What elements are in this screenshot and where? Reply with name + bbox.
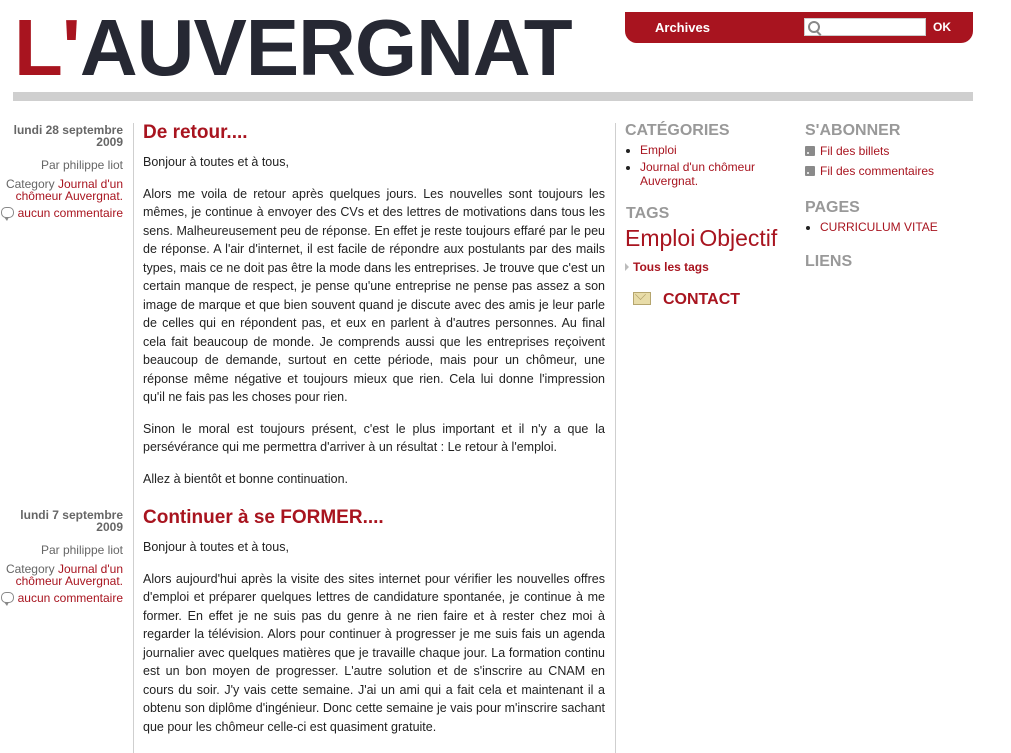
envelope-icon [633,292,651,305]
pages-list [805,220,938,237]
search-icon [808,21,820,33]
post-category [0,178,123,202]
category-link-emploi[interactable]: Emploi [640,143,677,157]
post-paragraph: Alors me voila de retour après quelques jours. Les nouvelles sont toujours les mêmes, je continue à envoyer des CVs et des lettres de motivations dans tous les sens. Malheureusement peu de réponse. En effet je reste toujours effaré par le peu de réponse. A l'air d'internet, il est facile de répondre aux postulants par des mails types, mais ce ne doit pas être la mode dans les entreprises. Je trouve que c'est un certain manque de respect, je pense qu'une entreprise ne pense pas assez a son image de marque et que bien souvent quand je discute avec des amis je leur parle de celles qui en répondent pas, et eux en parlent à d'autres personnes. Au final cela fait beaucoup de monde. Je comprends aussi que les entreprises reçoivent beaucoup de demande, surtout en cette période, mais pour un chômeur, une réponse même négative et toujours mieux que rien. Cela lui donne l'impression qu'il ne fais pas les choses pour rien. [143,186,605,404]
pages-heading: PAGES [805,199,860,216]
feeds-list [805,144,934,184]
archives-link[interactable]: Archives [655,20,710,35]
all-tags [625,260,709,274]
search-input[interactable] [821,19,923,35]
post-paragraph: Bonjour à toutes et à tous, [143,540,289,554]
category-prefix: Category [5,562,55,576]
list-item [640,160,805,188]
post-author: Par philippe liot [40,543,123,557]
site-title-name: AUVERGNAT [79,3,572,92]
tag-cloud [625,224,781,252]
post [143,122,605,501]
subscribe-heading: S'ABONNER [805,122,901,139]
tags-heading: TAGS [626,205,670,222]
post-category-link[interactable]: Journal d'un chômeur Auvergnat. [15,177,123,203]
post-paragraph: Sinon le moral est toujours présent, c'est le plus important et il n'y a que la persévérance qui me permettra d'arriver à un résultat : Le retour à l'emploi. [143,421,605,454]
post-comments [0,592,123,604]
tag-link-objectif[interactable]: Objectif [699,225,778,251]
post-date: lundi 28 septembre 2009 [13,123,123,149]
post-paragraph: Allez à bientôt et bonne continuation. [143,471,349,486]
post-comments-link[interactable]: aucun commentaire [17,591,123,605]
all-tags-link[interactable]: Tous les tags [633,260,709,274]
list-item [640,143,805,157]
search-ok-button[interactable]: OK [928,18,956,36]
rss-icon [805,146,815,156]
list-item [805,144,934,158]
post-paragraph: Bonjour à toutes et à tous, [143,155,289,169]
categories-list [625,143,805,191]
tag-link-emploi[interactable]: Emploi [625,225,696,251]
contact [633,291,740,309]
arrow-right-icon [625,263,629,271]
column-divider-left [133,123,134,753]
column-divider-right [615,123,616,753]
post-comments-link[interactable]: aucun commentaire [17,206,123,220]
post-category [0,563,123,587]
contact-link[interactable]: CONTACT [663,291,741,308]
list-item [805,164,934,178]
post-meta [0,124,123,219]
post-title[interactable]: De retour.... [143,122,248,143]
post-title[interactable]: Continuer à se FORMER.... [143,507,384,528]
page-link-cv[interactable]: CURRICULUM VITAE [820,220,938,234]
comment-icon [1,207,14,218]
rss-icon [805,166,815,176]
post-category-link[interactable]: Journal d'un chômeur Auvergnat. [15,562,123,588]
site-title-prefix: L' [14,3,80,92]
categories-heading: CATÉGORIES [625,122,730,139]
post-author: Par philippe liot [40,158,123,172]
post [143,507,605,749]
post-meta [0,509,123,604]
category-prefix: Category [5,177,55,191]
post-paragraph: Alors aujourd'hui après la visite des sites internet pour vérifier les nouvelles offres d'emploi et préparer quelques lettres de candidature spontanée, je continue à me former. En effet je ne suis pas du genre à ne rien faire et à rester chez moi à regarder la télévision. Alors pour continuer à progresser je me suis fais un agenda journalier avec quelques matières que je travaille chaque jour. La formation continu est un bon moyen de progresser. L'autre solution et de s'inscrire au CNAM en cours du soir. J'y vais cette semaine. J'ai un ami qui a fait cela et maintenant il a obtenu son diplôme d'ingénieur. Donc cette semaine je vais pour m'inscrire sachant que pour les chômeur celle-ci est quasiment gratuite. [143,571,605,734]
list-item [820,220,938,234]
search-box[interactable] [804,18,926,36]
comment-icon [1,592,14,603]
category-link-journal[interactable]: Journal d'un chômeur Auvergnat. [640,160,756,188]
site-title[interactable] [14,3,572,92]
top-bar [625,12,973,43]
feed-link-comments[interactable]: Fil des commentaires [820,164,935,178]
links-heading: LIENS [805,253,853,270]
post-date: lundi 7 septembre 2009 [20,508,123,534]
feed-link-posts[interactable]: Fil des billets [820,144,890,158]
post-comments [0,207,123,219]
header-divider [13,92,973,101]
